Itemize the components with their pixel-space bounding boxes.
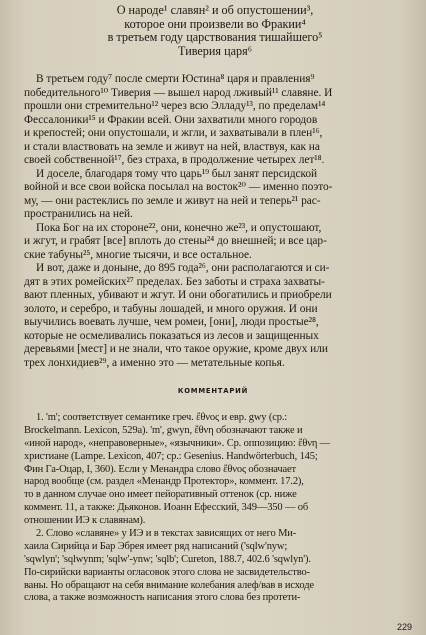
commentary-line: отношении ИЭ к славянам).	[24, 515, 146, 527]
text-line: И доселе, благодаря тому что царь¹⁹ был занят персидской	[36, 167, 318, 180]
text-line: прошли они стремительно¹² через всю Элладу¹³, по пределам¹⁴	[24, 100, 326, 112]
text-line: пространились на ней.	[24, 208, 133, 220]
commentary-line: хаила Сирийца и Бар Эбрея имеет ряд написаний ('sqlw'nyw;	[24, 540, 288, 552]
page-number: 229	[396, 622, 412, 632]
text-line: которые не осмеливались показаться из лесов и защищенных	[24, 329, 319, 342]
heading-line: в третьем году царствования тишайшего⁵	[107, 30, 323, 45]
text-line: своей собственной¹⁷, без страха, в продолжение четырех лет¹⁸.	[24, 154, 325, 166]
text-line: выучились воевать лучше, чем ромеи, [они], люди простые²⁸,	[24, 316, 319, 328]
text-line: трех лонхидиев²⁹, а именно это — метательные копья.	[24, 356, 285, 369]
text-line: вают пленных, убивают и жгут. И они обогатились и приобрели	[24, 289, 332, 301]
text-line: и стали властвовать на земле и живут на ней, властвуя, как на	[24, 140, 320, 153]
commentary-line: коммент. 11, а также: Дьяконов. Иоанн Ефесский, 349—350 — об	[24, 502, 309, 514]
text-line: Пока Бог на их стороне²², они, конечно же²³, и опустошают,	[36, 221, 322, 234]
heading-line: Тиверия царя⁶	[178, 43, 252, 58]
commentary-text	[24, 412, 406, 605]
text-line: победительного¹⁰ Тиверия — вышел народ лживый¹¹ славяне. И	[24, 86, 333, 99]
commentary-line: 'sqwlyn'; 'sqlwynm; 'sqlw'-ynw; 'sqlb'; Cureton, 188.7, 402.6 'sqwlyn').	[24, 553, 311, 565]
text-line: му, — они растеклись по земле и живут на ней и теперь²¹ рас-	[24, 194, 321, 207]
commentary-line: народ вообще (см. раздел «Менандр Протектор», коммент. 17.2),	[24, 476, 304, 488]
heading-line: которое они произвели во Фракии⁴	[124, 16, 306, 31]
commentary-line: то в данном случае оно имеет пейоративный оттенок (ср. ниже	[24, 489, 297, 501]
text-line: войной и все свои войска посылал на восток²⁰ — именно поэто-	[24, 181, 333, 193]
text-line: ские табуны²⁵, многие тысячи, и все остальное.	[24, 248, 252, 261]
commentary-line: «иной народ», «неправоверные», «язычники». Ср. оппозицию: ἔθνη —	[24, 437, 330, 449]
commentary-line: Brockelmann. Lexicon, 529a). 'm', gwyn, ἔθνη обозначают также и	[24, 424, 303, 436]
heading-line: О народе¹ славян² и об опустошении³,	[116, 3, 314, 17]
text-line: В третьем году⁷ после смерти Юстина⁸ царя и правления⁹	[36, 73, 315, 85]
text-line: Фессалоники¹⁵ и Фракии всей. Они захватили много городов	[24, 113, 318, 126]
commentary-line: 2. Слово «славяне» у ИЭ и в текстах зависящих от него Ми-	[36, 528, 297, 540]
text-line: деревьями [мест] и не знали, что такое оружие, кроме двух или	[24, 343, 328, 355]
commentary-line: христиане (Lampe. Lexicon, 407; ср.: Gesenius. Handwörterbuch, 145;	[24, 450, 318, 462]
commentary-line: 1. 'm'; соответствует семантике греч. ἔθνος и евр. gwy (ср.:	[36, 412, 288, 423]
commentary-line: слова, а также возможность написания этого слова без протети-	[24, 592, 301, 604]
commentary-line: Фин Га-Оцар, I, 360). Если у Менандра слово ἔθνος обозначает	[24, 463, 296, 475]
text-line: золото, и серебро, и табуны лошадей, и много оружия. И они	[24, 302, 318, 315]
chapter-heading	[60, 4, 370, 58]
commentary-title: КОММЕНТАРИЙ	[177, 387, 249, 395]
text-line: и крепостей; они опустошали, и жгли, и захватывали в плен¹⁶,	[24, 127, 323, 139]
text-line: и жгут, и грабят [все] вплоть до стены²⁴ до внешней; и все цар-	[24, 235, 327, 247]
commentary-line: ваны. Но обращают на себя внимание колебания алеф/вав в исходе	[24, 579, 314, 591]
text-line: дят в этих ромейских²⁷ пределах. Без заботы и страха захваты-	[24, 275, 325, 288]
main-text	[24, 73, 404, 370]
commentary-line: По-сирийски варианты огласовок этого слова не засвидетельство-	[24, 566, 310, 578]
text-line: И вот, даже и доныне, до 895 года²⁶, они располагаются и си-	[36, 262, 330, 274]
